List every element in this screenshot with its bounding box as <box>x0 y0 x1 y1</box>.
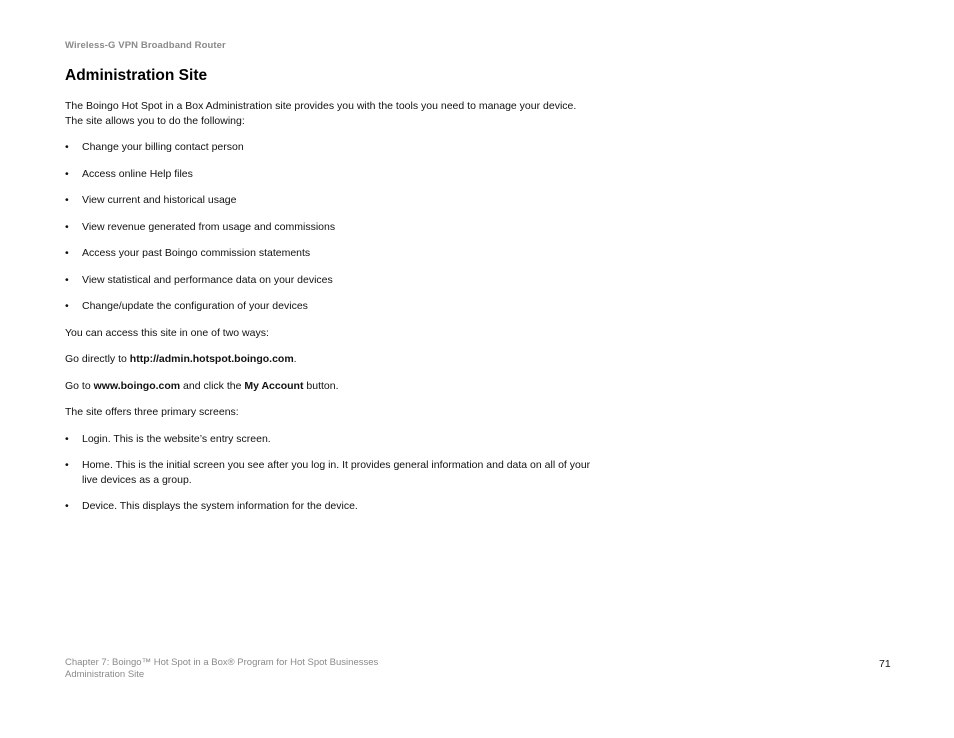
list-item <box>65 273 595 288</box>
list-item <box>65 140 595 155</box>
list-item <box>65 299 595 314</box>
list-item <box>65 167 595 182</box>
bullet-icon: • <box>65 500 69 512</box>
access-direct-paragraph <box>65 352 595 367</box>
access-direct-prefix: Go directly to <box>65 353 130 365</box>
page-title: Administration Site <box>65 67 208 84</box>
list-item-text: Device. This displays the system information for the device. <box>82 500 358 512</box>
list-item <box>65 246 595 261</box>
access-site-suffix: button. <box>303 380 339 392</box>
bullet-icon: • <box>65 433 69 445</box>
list-item-text: Access your past Boingo commission statements <box>82 247 311 259</box>
list-item <box>65 432 595 447</box>
access-intro: You can access this site in one of two ways: <box>65 327 269 339</box>
bullet-icon: • <box>65 141 69 153</box>
list-item-text: Login. This is the website’s entry screen. <box>82 433 271 445</box>
bullet-icon: • <box>65 247 69 259</box>
list-item <box>65 220 595 235</box>
bullet-icon: • <box>65 221 69 233</box>
access-site-paragraph <box>65 379 595 394</box>
screens-intro: The site offers three primary screens: <box>65 406 239 418</box>
running-header: Wireless-G VPN Broadband Router <box>65 40 226 51</box>
list-item-text: Change/update the configuration of your devices <box>82 300 308 312</box>
list-item <box>65 193 595 208</box>
list-item <box>65 499 595 514</box>
bullet-icon: • <box>65 459 69 471</box>
bullet-icon: • <box>65 194 69 206</box>
list-item <box>65 458 595 488</box>
bullet-icon: • <box>65 300 69 312</box>
access-direct-suffix: . <box>293 353 297 365</box>
access-site-prefix: Go to <box>65 380 94 392</box>
intro-paragraph: The Boingo Hot Spot in a Box Administration site provides you with the tools you need to manage your device. The site allows you to do the following: <box>65 100 577 127</box>
footer-chapter: Chapter 7: Boingo™ Hot Spot in a Box® Program for Hot Spot Businesses <box>65 657 379 668</box>
list-item-text: Access online Help files <box>82 168 193 180</box>
page-number: 71 <box>879 658 891 670</box>
list-item-text: View revenue generated from usage and commissions <box>82 221 336 233</box>
my-account-button-ref: My Account <box>244 380 304 392</box>
list-item-text: Change your billing contact person <box>82 141 244 153</box>
bullet-icon: • <box>65 168 69 180</box>
footer-section: Administration Site <box>65 669 145 680</box>
boingo-url-link[interactable]: www.boingo.com <box>93 380 181 392</box>
admin-url-link[interactable]: http://admin.hotspot.boingo.com <box>129 353 294 365</box>
list-item-text: View current and historical usage <box>82 194 237 206</box>
bullet-icon: • <box>65 274 69 286</box>
access-site-middle: and click the <box>180 380 245 392</box>
list-item-text: Home. This is the initial screen you see after you log in. It provides general information and data on all of your live devices as a group. <box>82 459 591 486</box>
list-item-text: View statistical and performance data on your devices <box>82 274 333 286</box>
